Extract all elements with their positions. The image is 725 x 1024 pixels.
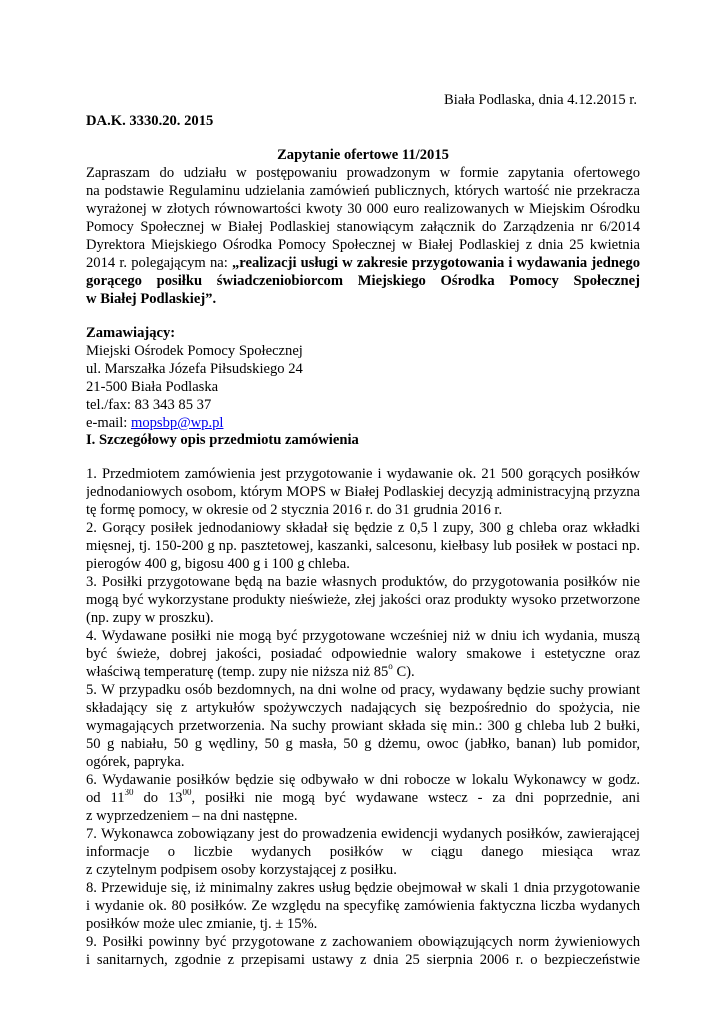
paragraph-line: jednodaniowych osobom, którym MOPS w Białej Podlaskiej decyzją administracyjną przyzna <box>86 484 640 500</box>
email-label: e-mail: <box>86 415 131 431</box>
intro-line: Zapraszam do udziału w postępowaniu prowadzonym w formie zapytania ofertowego <box>86 165 640 181</box>
paragraph-line: wymagających przetworzenia. Na suchy prowiant składa się min.: 300 g chleba lub 2 bułki, <box>86 718 640 734</box>
email-link[interactable]: mopsbp@wp.pl <box>130 415 224 431</box>
paragraph-line: posiłków może ulec zmianie, tj. ± 15%. <box>86 916 318 932</box>
paragraph-line: 3. Posiłki przygotowane będą na bazie własnych produktów, do przygotowania posiłków nie <box>86 574 640 590</box>
paragraph-line: z wyprzedzeniem – na dni następne. <box>86 808 298 824</box>
superscript: 30 <box>124 789 134 798</box>
intro-text: 2014 r. polegającym na: <box>86 255 232 271</box>
paragraph-line: 5. W przypadku osób bezdomnych, na dni wolne od pracy, wydawany będzie suchy prowiant <box>86 682 640 698</box>
paragraph-line: 6. Wydawanie posiłków będzie się odbywało w dni robocze w lokalu Wykonawcy w godz. <box>86 772 640 788</box>
subject-line: gorącego posiłku świadczeniobiorcom Miejskiego Ośrodka Pomocy Społecznej <box>86 273 640 289</box>
paragraph-line: ogórek, papryka. <box>86 754 185 770</box>
subject-text: „realizacji usługi w zakresie przygotowania i wydawania jednego <box>231 255 640 271</box>
intro-line: Dyrektora Miejskiego Ośrodka Pomocy Społecznej w Białej Podlaskiej z dnia 25 kwietnia <box>86 237 640 253</box>
orderer-name: Miejski Ośrodek Pomocy Społecznej <box>86 343 303 359</box>
document-title: Zapytanie ofertowe 11/2015 <box>277 147 449 163</box>
paragraph-line: 2. Gorący posiłek jednodaniowy składał się będzie z 0,5 l zupy, 300 g chleba oraz wkładki <box>86 520 640 536</box>
text-part: C). <box>392 664 415 680</box>
paragraph-line: 7. Wykonawca zobowiązany jest do prowadzenia ewidencji wydanych posiłków, zawierającej <box>86 826 640 842</box>
paragraph-line: tę formę pomocy, w okresie od 2 stycznia 2016 r. do 31 grudnia 2016 r. <box>86 502 503 518</box>
paragraph-line: być świeże, dobrej jakości, posiadać odpowiednie walory smakowe i estetyczne oraz <box>86 646 640 662</box>
paragraph-line: 4. Wydawane posiłki nie mogą być przygotowane wcześniej niż w dniu ich wydania, muszą <box>86 628 640 644</box>
paragraph-line: mięsnej, tj. 150-200 g np. pasztetowej, kaszanki, salcesonu, kiełbasy lub posiłek w postaci np. <box>86 538 640 554</box>
text-part: , posiłki nie mogą być wydawane wstecz - za dni poprzednie, ani <box>191 790 640 806</box>
orderer-email-line <box>86 414 640 432</box>
intro-line: wyrażonej w złotych równowartości kwoty 30 000 euro realizowanych w Miejskim Ośrodku <box>86 201 640 217</box>
paragraph-line: mogą być wykorzystane produkty nieświeże, złej jakości oraz produkty wysoko przetworzone <box>86 592 640 608</box>
section-heading: I. Szczegółowy opis przedmiotu zamówienia <box>86 432 359 448</box>
intro-line: na podstawie Regulaminu udzielania zamówień publicznych, których wartość nie przekracza <box>86 183 640 199</box>
text-part: od 11 <box>86 790 125 806</box>
text-part: właściwą temperaturę (temp. zupy nie niższa niż 85 <box>86 664 389 680</box>
paragraph-line: i sanitarnych, zgodnie z przepisami ustawy z dnia 25 sierpnia 2006 r. o bezpieczeństwie <box>86 952 640 968</box>
paragraph-line <box>86 789 640 807</box>
superscript: 00 <box>182 789 192 798</box>
paragraph-line: 9. Posiłki powinny być przygotowane z zachowaniem obowiązujących norm żywieniowych <box>86 934 640 950</box>
paragraph-line: 8. Przewiduje się, iż minimalny zakres usług będzie obejmował w skali 1 dnia przygotowanie <box>86 880 640 896</box>
paragraph-line: informacje o liczbie wydanych posiłków w ciągu danego miesiąca wraz <box>86 844 640 860</box>
text-part: do 13 <box>133 790 183 806</box>
paragraph-line: i wydanie ok. 80 posiłków. Ze względu na specyfikę zamówienia faktyczna liczba wydanych <box>86 898 640 914</box>
paragraph-line: składający się z artykułów spożywczych nadających się bezpośrednio do spożycia, nie <box>86 700 640 716</box>
paragraph-line: 50 g nabiału, 50 g wędliny, 50 g masła, 50 g dżemu, owoc (jabłko, banan) lub pomidor, <box>86 736 640 752</box>
intro-line <box>86 254 640 272</box>
paragraph-line: 1. Przedmiotem zamówienia jest przygotowanie i wydawanie ok. 21 500 gorących posiłków <box>86 466 640 482</box>
intro-line: Pomocy Społecznej w Białej Podlaskiej stanowiącym załącznik do Zarządzenia nr 6/2014 <box>86 219 640 235</box>
orderer-phone: tel./fax: 83 343 85 37 <box>86 397 212 413</box>
orderer-street: ul. Marszałka Józefa Piłsudskiego 24 <box>86 361 303 377</box>
reference-number: DA.K. 3330.20. 2015 <box>86 113 214 129</box>
degree-mark: o <box>388 661 393 672</box>
paragraph-line: pierogów 400 g, bigosu 400 g i 100 g chleba. <box>86 556 350 572</box>
paragraph-line: (np. zupy w proszku). <box>86 610 214 626</box>
orderer-heading: Zamawiający: <box>86 325 176 341</box>
paragraph-line <box>86 663 640 681</box>
orderer-city: 21-500 Biała Podlaska <box>86 379 219 395</box>
paragraph-line: z czytelnym podpisem osoby korzystającej z posiłku. <box>86 862 397 878</box>
subject-line: w Białej Podlaskiej”. <box>86 291 217 307</box>
place-date: Biała Podlaska, dnia 4.12.2015 r. <box>444 92 637 108</box>
